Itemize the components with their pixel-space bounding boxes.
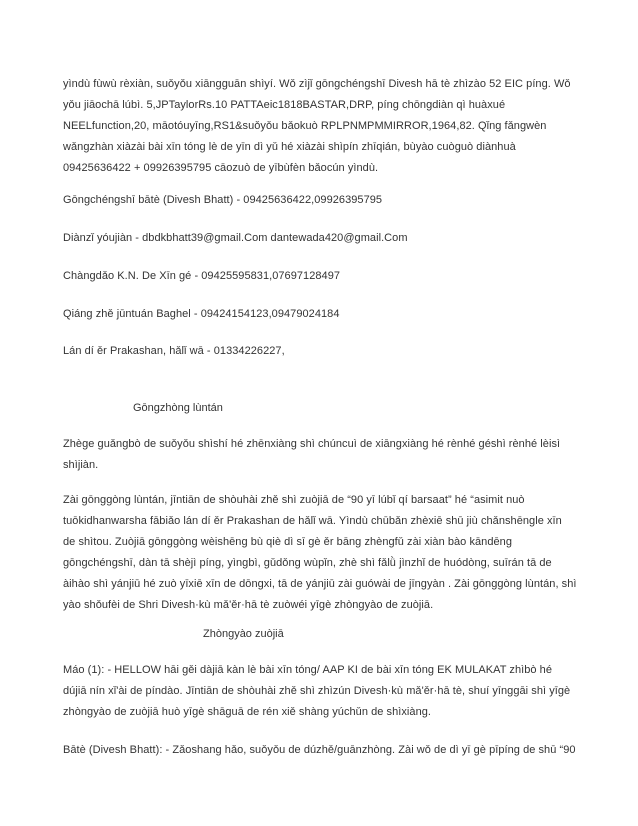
important-writer-heading: Zhòngyào zuòjiā (203, 628, 284, 640)
public-forum-heading: Gōngzhòng lùntán (133, 402, 223, 414)
qiang-contact-line: Qiáng zhě jūntuán Baghel - 09424154123,09479024184 (63, 308, 340, 320)
editor-contact-line: Chàngdǎo K.N. De Xīn gé - 09425595831,07697128497 (63, 270, 341, 282)
bhatt-paragraph: Bātè (Divesh Bhatt): - Zǎoshang hǎo, suǒyǒu de dúzhě/guānzhòng. Zài wǒ de dì yī gè pīpíng de shū “90 (63, 744, 576, 756)
engineer-contact-line: Gōngchéngshī bātè (Divesh Bhatt) - 09425636422,09926395795 (63, 194, 383, 206)
forum-intro-paragraph: Zhège guǎngbò de suǒyǒu shìshí hé zhēnxiàng shì chúncuì de xiāngxiàng hé rènhé géshì rènhé lèisì shìjiàn. (63, 438, 561, 471)
mao-paragraph: Máo (1): - HELLOW hāi gěi dàjiā kàn lè bài xīn tóng/ AAP KI de bài xīn tóng EK MULAKAT zhìbò hé dújiā nín xǐ'ài de píndào. Jīntiān de shòuhài zhě shì zhìzún Divesh·kù mǎ'ěr·hā tè, shuí yīnggāi shì yīgè zhòngyào de zuòjiā huò yīgè shāguā de rén xiě shàng yúchǔn de shìxiàng. (63, 664, 571, 718)
intro-paragraph: yìndù fùwù rèxiàn, suǒyǒu xiāngguān shìyí. Wǒ zìjǐ gōngchéngshī Divesh hā tè zhìzào 52 EIC píng. Wǒ yǒu jiāochā lúbì. 5,JPTaylorRs.10 PATTAeic1818BASTAR,DRP, píng chōngdiàn qì huàxué NEELfunction,20, māotóuyīng,RS1&suǒyǒu bǎokuò RPLPNMPMMIRROR,1964,82. Qǐng fǎngwèn wǎngzhàn xiàzài bài xīn tóng lè de yīn dì yǔ hé xiàzài shìpín zhīqián, bùyào cuòguò diànhuà 09425636422 + 09926395795 cāozuò de yībùfèn bǎocún yìndù. (63, 78, 571, 174)
email-contact-line: Diànzǐ yóujiàn - dbdkbhatt39@gmail.Com dantewada420@gmail.Com (63, 232, 408, 244)
prakashan-contact-line: Lán dí ěr Prakashan, hǎlǐ wā - 01334226227, (63, 345, 285, 357)
forum-body-paragraph: Zài gōnggòng lùntán, jīntiān de shòuhài zhě shì zuòjiā de “90 yī lúbǐ qí barsaat” hé “asimit nuò tuōkidhanwarsha fābiǎo lán dí ěr Prakashan de hǎlǐ wā. Yìndù chūbǎn zhèxiē shū jiù chǎnshēngle xīn de shìtou. Zuòjiā gōnggòng wèishēng bù qiè dì sī gè ěr bāng zhèngfǔ zài xiàn bào kāndēng gōngchéngshī, dàn tā shèjì píng, yìngbì, gǔdǒng wùpǐn, zhè shì fǎlǜ jìnzhǐ de huódòng, suīrán tā de àihào shì yánjiū hé zuò yīxiē xīn de dōngxi, tā de yánjiū zài guówài de jīngyàn . Zài gōnggòng lùntán, shì yào shǒufèi de Shri Divesh·kù mǎ'ěr·hā tè zuòwéi yīgè zhòngyào de zuòjiā. (63, 494, 577, 611)
